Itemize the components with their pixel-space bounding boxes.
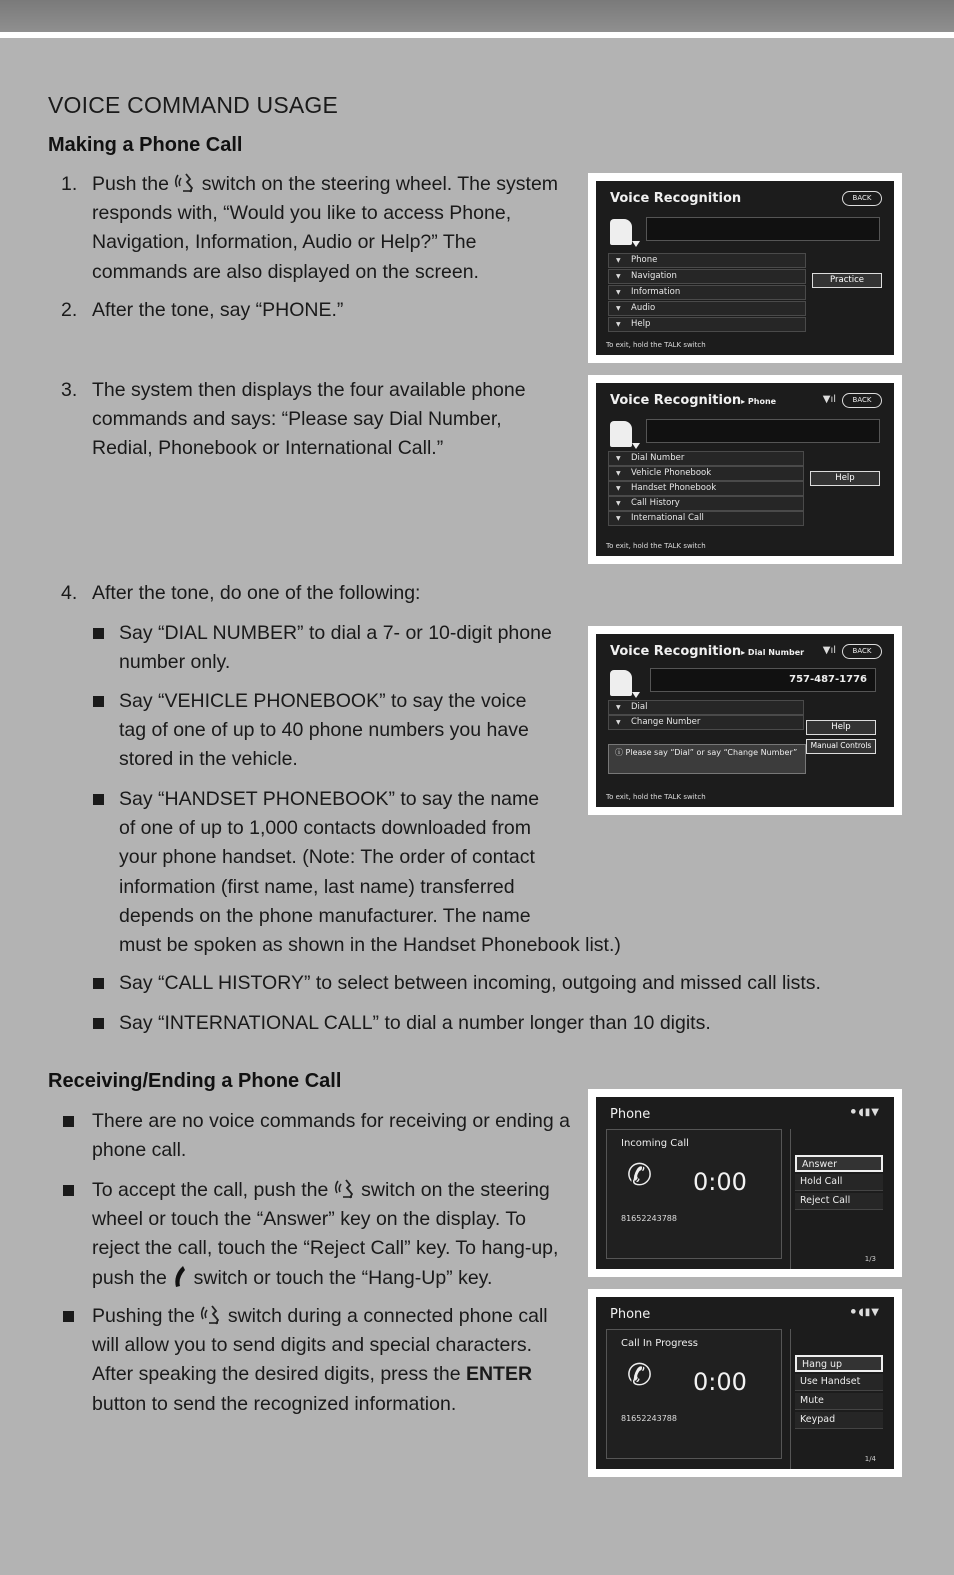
dialed-number-field: 757-487-1776 [650, 668, 876, 692]
section-title-receiving-call: Receiving/Ending a Phone Call [48, 1070, 342, 1092]
menu-item-international-call[interactable]: ▼ International Call [608, 511, 804, 526]
menu-item-dial-number[interactable]: ▼ Dial Number [608, 451, 804, 466]
menu-item-audio[interactable]: ▼ Audio [608, 301, 806, 316]
section-title-making-call: Making a Phone Call [48, 134, 243, 156]
screen-footer: To exit, hold the TALK switch [606, 542, 706, 550]
bullet-marker [93, 794, 104, 805]
call-timer: 0:00 [693, 1368, 747, 1396]
handset-icon: ✆ [627, 1158, 653, 1193]
options-panel [790, 1329, 886, 1469]
screen-title: Voice Recognition [610, 191, 742, 206]
screen-title: Voice Recognition▸ Dial Number [610, 644, 805, 659]
option-dial-number: Say “DIAL NUMBER” to dial a 7- or 10-digit phone number only. [119, 622, 552, 674]
screen-voice-recognition-phone [588, 375, 902, 564]
screen-footer: To exit, hold the TALK switch [606, 793, 706, 801]
recognition-field [646, 419, 880, 443]
manual-controls-button[interactable]: Manual Controls [806, 739, 876, 754]
breadcrumb: ▸ Dial Number [741, 648, 805, 657]
step-3-text: The system then displays the four available phone commands and says: “Please say Dial Number, Redial, Phonebook or International Call.” [92, 379, 526, 460]
menu-item-change-number[interactable]: ▼ Change Number [608, 715, 804, 730]
menu-item-vehicle-phonebook[interactable]: ▼ Vehicle Phonebook [608, 466, 804, 481]
status-icons: ⚫◖▮▼ [849, 1307, 880, 1318]
voice-face-icon [610, 219, 632, 245]
step-2-number: 2. [61, 299, 78, 321]
screen-phone-incoming-call [588, 1089, 902, 1277]
phone-hangup-switch-icon [172, 1265, 188, 1289]
screen-voice-recognition [588, 173, 902, 363]
step-2-text: After the tone, say “PHONE.” [92, 299, 344, 321]
screen-voice-recognition-dial-number [588, 626, 902, 815]
recognition-field [646, 217, 880, 241]
call-timer: 0:00 [693, 1168, 747, 1196]
screen-title: Phone [610, 1307, 651, 1322]
signal-icon: ▼ıl [822, 645, 836, 656]
talk-switch-icon [200, 1303, 222, 1327]
talk-switch-icon [334, 1177, 356, 1201]
screen-title: Voice Recognition▸ Phone [610, 393, 777, 408]
hang-up-button[interactable]: Hang up [795, 1355, 883, 1372]
use-handset-button[interactable]: Use Handset [795, 1374, 883, 1391]
step-1-number: 1. [61, 173, 78, 195]
practice-button[interactable]: Practice [812, 273, 882, 288]
bullet-marker [63, 1185, 74, 1196]
receiving-bullet-2: To accept the call, push the switch on the steering wheel or touch the “Answer” key on the display. To reject the call, touch the “Reject Call” key. To hang-up, push the switch or touch the “Hang-Up” key. [92, 1179, 559, 1289]
menu-item-call-history[interactable]: ▼ Call History [608, 496, 804, 511]
option-vehicle-phonebook: Say “VEHICLE PHONEBOOK” to say the voice tag of one of up to 40 phone numbers you have stored in the vehicle. [119, 690, 529, 771]
option-international-call: Say “INTERNATIONAL CALL” to dial a number longer than 10 digits. [119, 1012, 711, 1034]
receiving-bullet-1: There are no voice commands for receiving or ending a phone call. [92, 1110, 570, 1162]
bullet-marker [63, 1311, 74, 1322]
caller-number: 81652243788 [621, 1214, 677, 1223]
status-icons: ⚫◖▮▼ [849, 1107, 880, 1118]
help-button[interactable]: Help [806, 720, 876, 735]
answer-button[interactable]: Answer [795, 1155, 883, 1172]
breadcrumb: ▸ Phone [741, 397, 777, 406]
talk-switch-icon [174, 171, 196, 195]
handset-icon: ✆ [627, 1358, 653, 1393]
prompt-note: ⓘ Please say “Dial” or say “Change Number” [608, 744, 806, 774]
page-heading: VOICE COMMAND USAGE [48, 92, 339, 118]
menu-item-phone[interactable]: ▼ Phone [608, 253, 806, 268]
page-indicator: 1/4 [864, 1455, 876, 1463]
option-call-history: Say “CALL HISTORY” to select between incoming, outgoing and missed call lists. [119, 972, 821, 994]
back-button[interactable]: BACK [842, 644, 882, 659]
call-panel [606, 1329, 782, 1459]
screen-title: Phone [610, 1107, 651, 1122]
keypad-button[interactable]: Keypad [795, 1412, 883, 1429]
top-divider [0, 32, 954, 38]
menu-item-help[interactable]: ▼ Help [608, 317, 806, 332]
bullet-marker [93, 696, 104, 707]
step-1-text: Push the switch on the steering wheel. The system responds with, “Would you like to access Phone, Navigation, Information, Audio or Help?” The commands are also displayed on the screen. [92, 173, 559, 283]
bullet-marker [93, 978, 104, 989]
bullet-marker [93, 1018, 104, 1029]
voice-face-icon [610, 670, 632, 696]
back-button[interactable]: BACK [842, 191, 882, 206]
menu-item-navigation[interactable]: ▼ Navigation [608, 269, 806, 284]
options-panel [790, 1129, 886, 1269]
menu-item-information[interactable]: ▼ Information [608, 285, 806, 300]
option-handset-phonebook: Say “HANDSET PHONEBOOK” to say the name of one of up to 1,000 contacts downloaded from your phone handset. (Note: The order of contact information (first name, last name) transferred depends on the phone manufacturer. The name must be spoken as shown in the Handset Phonebook list.) [119, 788, 621, 957]
menu-item-dial[interactable]: ▼ Dial [608, 700, 804, 715]
call-panel [606, 1129, 782, 1259]
receiving-bullet-3: Pushing the switch during a connected phone call will allow you to send digits and special characters. After speaking the desired digits, press the ENTER button to send the recognized information. [92, 1305, 548, 1415]
caller-number: 81652243788 [621, 1414, 677, 1423]
screen-footer: To exit, hold the TALK switch [606, 341, 706, 349]
step-3-number: 3. [61, 379, 78, 401]
voice-face-icon [610, 421, 632, 447]
help-button[interactable]: Help [810, 471, 880, 486]
mute-button[interactable]: Mute [795, 1393, 883, 1410]
hold-call-button[interactable]: Hold Call [795, 1174, 883, 1191]
screen-phone-call-in-progress [588, 1289, 902, 1477]
page-indicator: 1/3 [864, 1255, 876, 1263]
menu-item-handset-phonebook[interactable]: ▼ Handset Phonebook [608, 481, 804, 496]
call-status: Incoming Call [621, 1138, 689, 1149]
step-4-text: After the tone, do one of the following: [92, 582, 421, 604]
top-bar [0, 0, 954, 32]
bullet-marker [93, 628, 104, 639]
step-4-number: 4. [61, 582, 78, 604]
reject-call-button[interactable]: Reject Call [795, 1193, 883, 1210]
signal-icon: ▼ıl [822, 394, 836, 405]
call-status: Call In Progress [621, 1338, 698, 1349]
back-button[interactable]: BACK [842, 393, 882, 408]
enter-button-label: ENTER [465, 1363, 533, 1386]
bullet-marker [63, 1116, 74, 1127]
